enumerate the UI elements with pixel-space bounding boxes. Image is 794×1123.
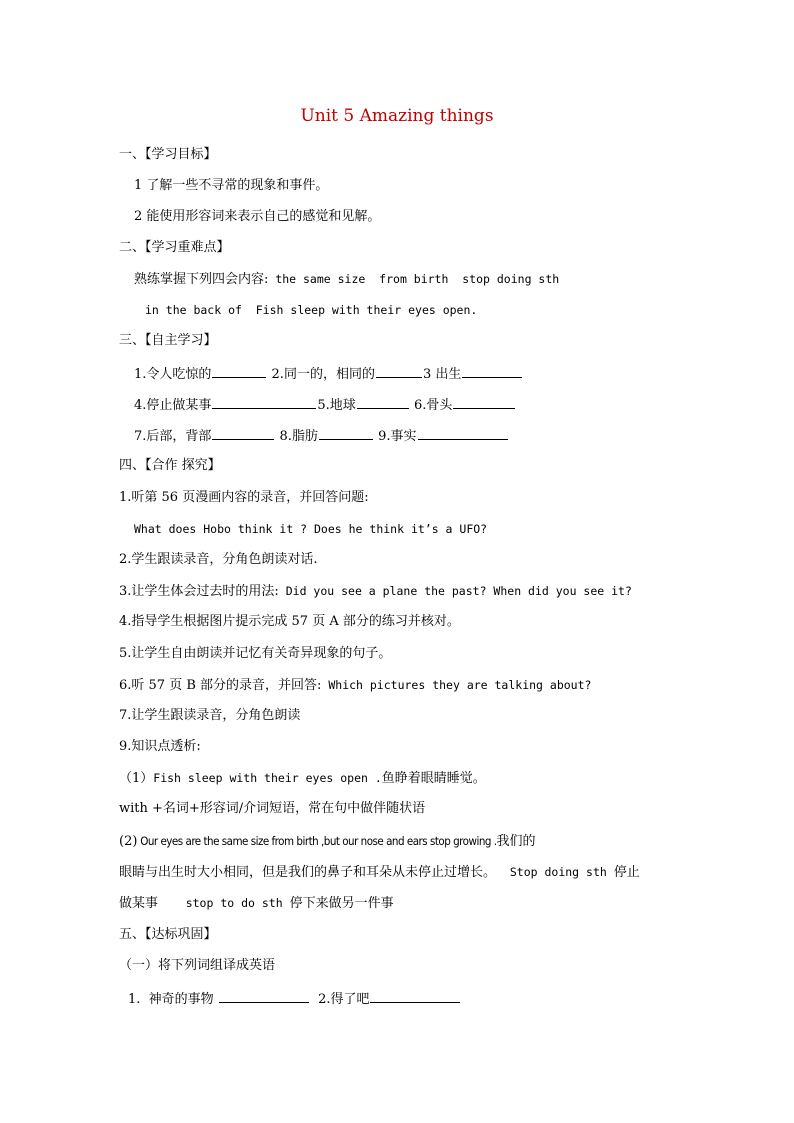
vocab-row [134,364,523,384]
answer-blank[interactable] [319,426,373,440]
vocab-prompt: 9.事实 [373,429,417,444]
answer-blank[interactable] [212,395,316,409]
key-points-en: in the back of Fish sleep with their eyes open. [145,303,478,317]
vocab-prompt: 1.令人吃惊的 [134,367,212,382]
exercise-row [128,989,461,1009]
key-points-en: the same size from birth stop doing sth [268,272,560,286]
vocab-row [134,395,516,415]
activity-line: 2.学生跟读录音，分角色朗读对话. [119,552,318,567]
answer-blank[interactable] [418,426,508,440]
section-heading-cooperation: 四、【合作 探究】 [119,458,221,473]
activity-line: 1.听第 56 页漫画内容的录音，并回答问题: [119,490,369,505]
point-en: Our eyes are the same size from birth ,but our nose and ears stop growing . [137,834,497,848]
key-points-cn: 熟练掌握下列四会内容: [134,272,269,287]
section-heading-objectives: 一、【学习目标】 [119,147,217,162]
point-en: Stop doing sth [496,865,614,879]
point-number: (2) [119,834,138,849]
point-cn: 停下来做另一件事 [289,896,394,911]
vocab-prompt: 4.停止做某事 [134,398,212,413]
activity-line [119,582,632,601]
answer-blank[interactable] [370,989,460,1003]
answer-blank[interactable] [212,364,266,378]
knowledge-point [119,832,536,851]
point-cn: 眼睛与出生时大小相同，但是我们的鼻子和耳朵从未停止过增长。 [119,865,497,880]
activity-cn: 6.听 57 页 B 部分的录音，并回答: [119,678,322,693]
section-heading-consolidation: 五、【达标巩固】 [119,927,217,942]
point-cn: 鱼睁着眼睛睡觉。 [381,771,486,786]
activity-line: 5.让学生自由朗读并记忆有关奇异现象的句子。 [119,646,392,661]
point-cn: 做某事 [119,896,159,911]
vocab-prompt: 8.脂肪 [275,429,318,444]
activity-line: 9.知识点透析: [119,739,201,754]
objective-item: 1 了解一些不寻常的现象和事件。 [134,178,329,193]
answer-blank[interactable] [212,426,274,440]
exercise-prompt: 1. 神奇的事物 [128,992,218,1007]
exercise-subheading: （一）将下列词组译成英语 [119,958,276,973]
activity-question: What does Hobo think it ? Does he think it’s a UFO? [134,522,488,536]
vocab-prompt: 5.地球 [317,398,356,413]
vocab-prompt: 7.后部，背部 [134,429,212,444]
activity-line: 7.让学生跟读录音，分角色朗读 [119,708,301,723]
vocab-prompt: 6.骨头 [409,398,453,413]
objective-item: 2 能使用形容词来表示自己的感觉和见解。 [134,209,381,224]
point-en: stop to do sth [158,896,290,910]
knowledge-note [119,894,394,913]
point-cn: 我们的 [496,834,536,849]
vocab-prompt: 3 出生 [422,367,462,382]
answer-blank[interactable] [357,395,409,409]
knowledge-point [119,769,486,788]
activity-line: 4.指导学生根据图片提示完成 57 页 A 部分的练习并核对。 [119,614,460,629]
page-title: Unit 5 Amazing things [300,106,494,126]
activity-cn: 3.让学生体会过去时的用法: [119,584,279,599]
answer-blank[interactable] [219,989,309,1003]
key-points-line [145,301,477,319]
activity-line [119,676,591,695]
answer-blank[interactable] [462,364,522,378]
point-cn: 停止 [613,865,640,880]
knowledge-note: with +名词+形容词/介词短语，常在句中做伴随状语 [119,801,426,816]
activity-en: Did you see a plane the past? When did you see it? [278,584,632,598]
section-heading-key-points: 二、【学习重难点】 [119,240,230,255]
knowledge-note [119,863,640,882]
section-heading-self-study: 三、【自主学习】 [119,333,217,348]
answer-blank[interactable] [376,364,422,378]
key-points-line [134,270,559,289]
exercise-prompt: 2.得了吧 [318,992,370,1007]
answer-blank[interactable] [453,395,515,409]
vocab-row [134,426,509,446]
point-en: Fish sleep with their eyes open . [153,771,382,785]
activity-en: Which pictures they are talking about? [321,678,592,692]
vocab-prompt: 2.同一的，相同的 [267,367,375,382]
point-number: （1） [119,771,154,786]
